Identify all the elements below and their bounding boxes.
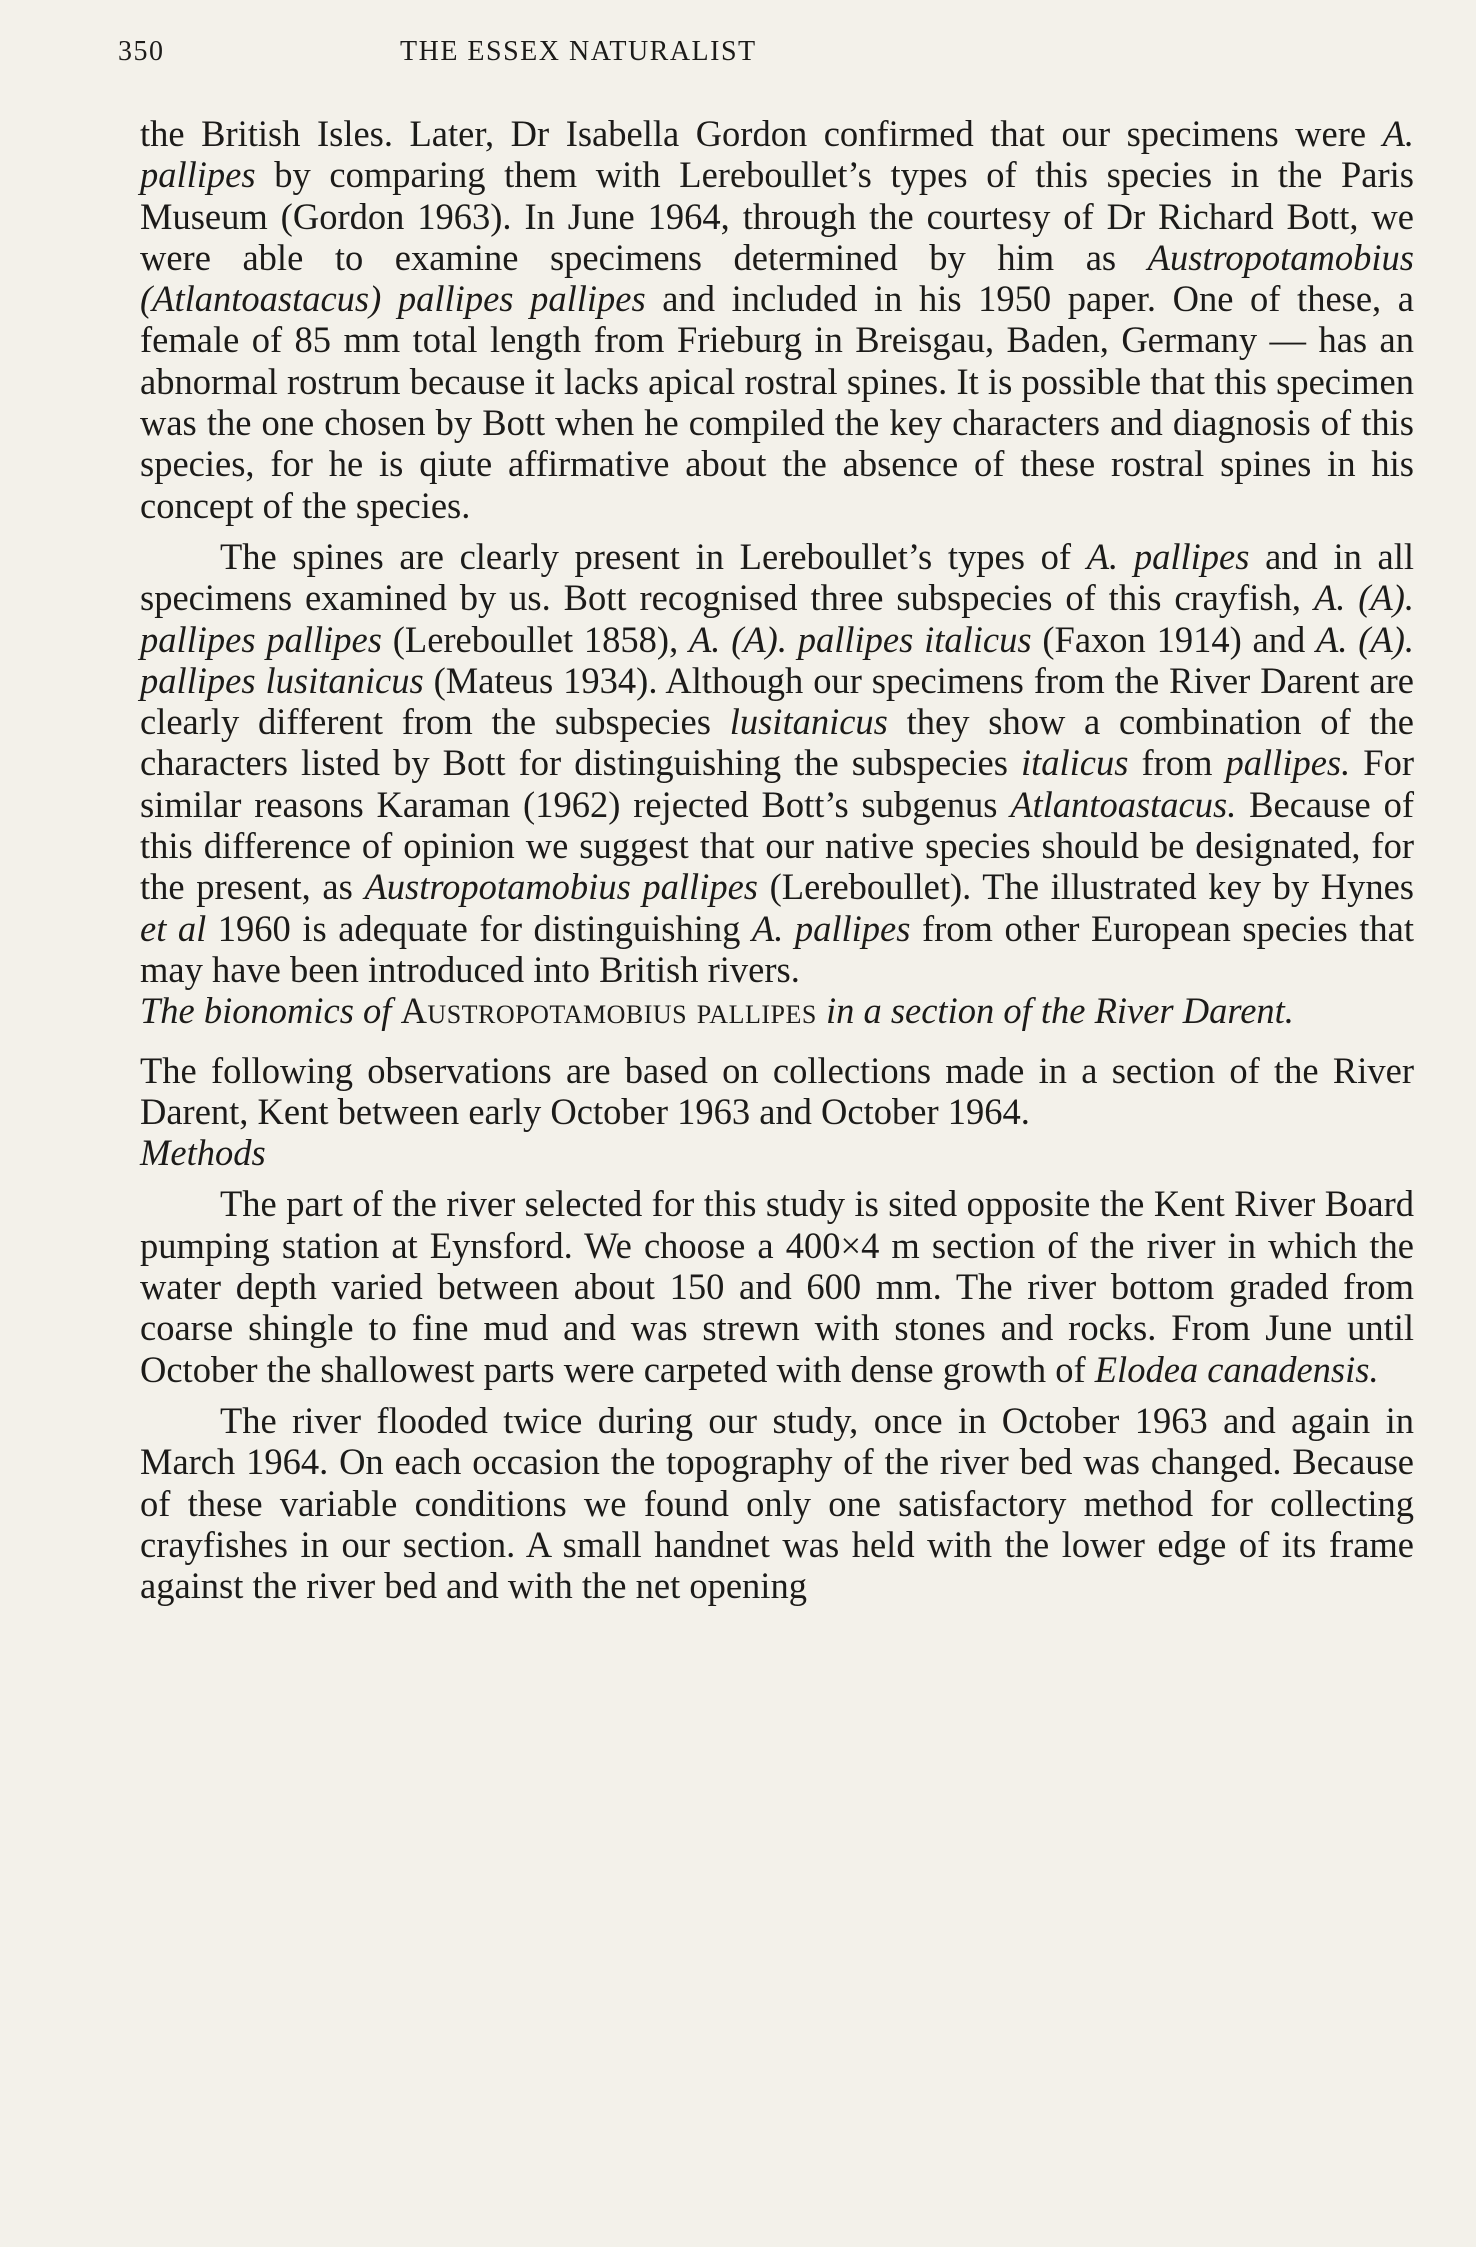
italic-term: italicus (1020, 742, 1129, 784)
italic-term: A. (A). pallipes italicus (689, 618, 1032, 660)
italic-term: A. pallipes (140, 113, 1414, 196)
italic-term: Austropotamobius pallipes (364, 866, 758, 908)
text-run: 1960 is adequate for distinguishing (206, 907, 752, 949)
running-head (118, 36, 1410, 82)
text-run: from other European species that may have been introduced into British rivers. (140, 907, 1415, 990)
text-run: and included in his 1950 paper. One of these, a female of 85 mm total length from Frieburg in Breisgau, Baden, Germany — has an abnormal rostrum because it lacks apical rostral spines. It is possible that this specimen was the one chosen by Bott when he compiled the key characters and diagnosis of this species, for he is qiute affirmative about the absence of these rostral spines in his concept of the species. (140, 278, 1414, 526)
text-run: (Lereboullet 1858), (381, 618, 689, 660)
text-run: The part of the river selected for this study is sited opposite the Kent River Board pumping station at Eynsford. We choose a 400×4 m section of the river in which the water depth varied between about 150 and 600 mm. The river bottom graded from coarse shingle to fine mud and was strewn with stones and rocks. From June until October the shallowest parts were carpeted with dense growth of (140, 1183, 1414, 1390)
paragraph-observations: The following observations are based on collections made in a section of the River Darent, Kent between early October 1963 and October 1964. (140, 1049, 1414, 1132)
italic-term: A. (A). pallipes lusitanicus (140, 618, 1414, 701)
text-run: they show a combination of the characters listed by Bott for distinguishing the subspecies (140, 701, 1414, 784)
page-number: 350 (118, 36, 165, 67)
text-run: (Faxon 1914) and (1031, 618, 1317, 660)
italic-term: Atlantoastacus. (1010, 783, 1237, 825)
journal-title: THE ESSEX NATURALIST (400, 36, 757, 67)
text-run: by comparing them with Lereboullet’s types of this species in the Paris Museum (Gordon 1963). In June 1964, through the courtesy of Dr Richard Bott, we were able to examine specimens determined by him as (140, 154, 1414, 278)
italic-term: Austropotamobius (Atlantoastacus) pallipes pallipes (140, 236, 1414, 320)
text-run: The spines are clearly present in Lereboullet’s types of (220, 535, 1087, 577)
text-run: and in all specimens examined by us. Bott recognised three subspecies of this crayfish, (140, 535, 1415, 619)
section-heading-post: in a section of the River Darent. (816, 990, 1294, 1032)
italic-term: Elodea canadensis. (1094, 1348, 1379, 1390)
italic-term: pallipes. (1225, 742, 1351, 784)
paragraph-floods: The river flooded twice during our study, once in October 1963 and again in March 1964. On each occasion the topography of the river bed was changed. Because of these variable conditions we found only one satisfactory method for collecting crayfishes in our section. A small handnet was held with the lower edge of its frame against the river bed and with the net opening (140, 1399, 1414, 1607)
italic-term: A. pallipes (751, 907, 911, 949)
italic-term: lusitanicus (729, 701, 888, 743)
text-run: from (1128, 742, 1226, 784)
methods-heading: Methods (140, 1132, 266, 1174)
text-run: For similar reasons Karaman (1962) rejected Bott’s subgenus (140, 742, 1414, 825)
section-heading-pre: The bionomics of (140, 990, 401, 1032)
section-heading-species: Austropotamobius pallipes (400, 990, 817, 1032)
paragraph-subspecies (140, 536, 1414, 990)
paragraph-british-isles (140, 113, 1414, 526)
text-run: the British Isles. Later, Dr Isabella Gordon confirmed that our specimens were (140, 113, 1383, 154)
section-heading-bionomics (140, 990, 1414, 1031)
italic-term: et al (140, 907, 207, 949)
text-run: (Mateus 1934). Although our specimens from the River Darent are clearly different from the subspecies (140, 659, 1415, 743)
text-run: (Lereboullet). The illustrated key by Hynes (758, 866, 1414, 908)
paragraph-study-site (140, 1183, 1414, 1389)
italic-term: A. (A). pallipes pallipes (140, 577, 1415, 660)
body-text (140, 113, 1414, 1606)
italic-term: A. pallipes (1086, 535, 1250, 577)
text-run: Because of this difference of opinion we suggest that our native species should be designated, for the present, as (140, 783, 1414, 908)
